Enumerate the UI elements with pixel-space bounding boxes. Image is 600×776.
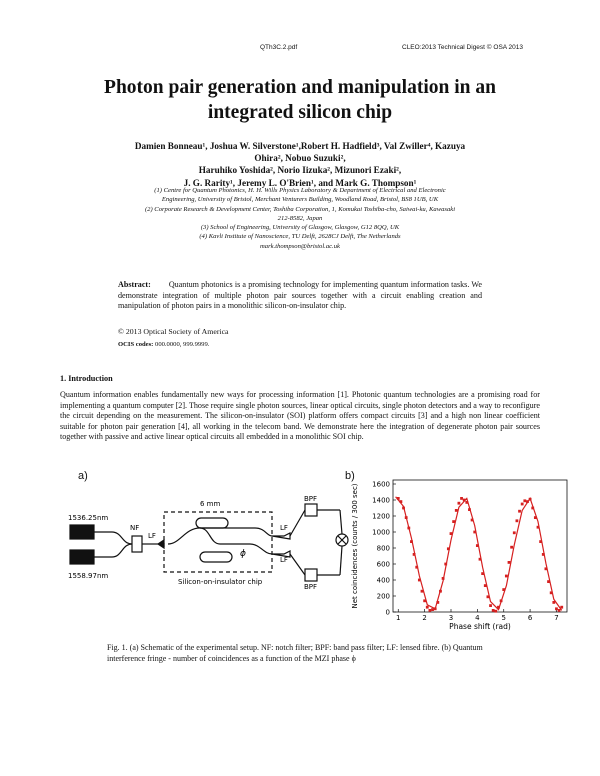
- y-tick-label: 1200: [372, 512, 390, 521]
- bpf-label: BPF: [304, 495, 318, 503]
- data-point: [508, 561, 511, 564]
- author-list: [75, 140, 525, 189]
- affiliations: [60, 186, 540, 251]
- data-point: [555, 607, 558, 610]
- ocis-value: 000.0000, 999.9999.: [155, 341, 210, 348]
- bpf-label: BPF: [304, 583, 318, 590]
- data-point: [510, 546, 513, 549]
- x-tick-label: 1: [396, 614, 401, 622]
- data-point: [523, 499, 526, 502]
- length-label: 6 mm: [200, 500, 221, 508]
- x-tick-label: 3: [448, 614, 454, 622]
- affiliation-line: (2) Corporate Research & Development Center, Toshiba Corporation, 1, Komukai Toshiba-cho, Saiwai-ku, Kawasaki: [144, 205, 456, 213]
- plot-frame: [393, 480, 567, 612]
- notch-filter: [132, 536, 142, 552]
- bandpass-filter: [305, 504, 317, 516]
- y-tick-label: 800: [376, 544, 390, 553]
- affiliation-line: (3) School of Engineering, University of Glasgow, Glasgow, G12 8QQ, UK: [200, 224, 400, 232]
- panel-a-label: a): [78, 470, 88, 482]
- y-tick-label: 0: [385, 608, 390, 617]
- data-point: [494, 610, 497, 613]
- data-point: [558, 609, 561, 612]
- laser1-label: 1536.25nm: [68, 514, 109, 522]
- data-point: [455, 509, 458, 512]
- data-point: [489, 604, 492, 607]
- data-point: [492, 609, 495, 612]
- nf-label: NF: [130, 524, 140, 532]
- author-line-4: J. G. Rarity¹, Jeremy L. O'Brien¹, and Mark G. Thompson¹: [183, 177, 417, 188]
- affiliation-line: (1) Centre for Quantum Photonics, H. H. Wills Physics Laboratory & Department of Electrical and Electronic: [154, 187, 446, 194]
- affiliation-line: 212-8582, Japan: [277, 214, 323, 222]
- author-line-3: Haruhiko Yoshida², Norio Iizuka², Mizunori Ezaki²,: [198, 165, 402, 176]
- copyright: © 2013 Optical Society of America: [118, 327, 229, 336]
- x-tick-label: 7: [554, 614, 559, 622]
- data-point: [518, 510, 521, 513]
- bandpass-filter: [305, 569, 317, 581]
- x-tick-label: 4: [475, 614, 480, 622]
- ocis-label: OCIS codes:: [118, 341, 154, 348]
- chip-label: Silicon-on-insulator chip: [178, 578, 263, 586]
- phase-label: ϕ: [240, 549, 246, 559]
- abstract-label: Abstract:: [118, 280, 151, 289]
- data-point: [505, 575, 508, 578]
- laser2-label: 1558.97nm: [68, 572, 109, 580]
- y-tick-label: 1000: [372, 528, 390, 537]
- intro-paragraph: Quantum information enables fundamentally new ways for processing information [1]. Photonic quantum technologies are a promising road for implementing a quantum computer [2]. Those require single photon sources, linear optical circuits, single photon detectors and a way to reconfigure the circuit depending on the measurement. The silicon-on-insulator (SOI) platform offers compact circuits [3] and a high non linear coefficient suitable for photon pair generation [4], all working in the telecom band. We demonstrate here the integration of degenerate photon pair sources together with passive and active linear optical circuits all embedded in a monolithic SOI chip.: [60, 390, 540, 442]
- figure-caption: Fig. 1. (a) Schematic of the experimental setup. NF: notch filter; BPF: band pass filter; LF: lensed fibre. (b) Quantum interference fringe - number of coincidences as a function of the MZI phase ϕ: [107, 643, 483, 663]
- data-point: [513, 531, 516, 534]
- header-right: CLEO:2013 Technical Digest © OSA 2013: [402, 44, 524, 51]
- chip-outline: [164, 512, 272, 572]
- y-tick-label: 1400: [372, 496, 390, 505]
- abstract: [118, 280, 482, 312]
- x-axis-label: Phase shift (rad): [449, 622, 511, 631]
- setup-schematic: [60, 490, 360, 590]
- data-point: [426, 606, 429, 609]
- contact-email: mark.thompson@bristol.ac.uk: [260, 242, 340, 250]
- y-tick-label: 600: [376, 560, 390, 569]
- data-point: [458, 502, 461, 505]
- data-point: [460, 497, 463, 500]
- y-tick-label: 400: [376, 576, 390, 585]
- header-left: QTh3C.2.pdf: [260, 44, 298, 51]
- coincidence-chart: [345, 470, 575, 635]
- lf-label: LF: [148, 532, 156, 540]
- lf-label: LF: [280, 556, 288, 564]
- x-tick-label: 2: [422, 614, 427, 622]
- ocis-codes: [118, 341, 209, 348]
- y-tick-label: 1600: [372, 480, 390, 489]
- data-point: [521, 503, 524, 506]
- laser-icon: [70, 550, 94, 564]
- data-point: [429, 609, 432, 612]
- author-line-2: Ohira², Nobuo Suzuki²,: [254, 153, 346, 164]
- lf-label: LF: [280, 524, 288, 532]
- section-heading: 1. Introduction: [60, 374, 113, 383]
- x-tick-label: 5: [501, 614, 506, 622]
- y-tick-label: 200: [376, 592, 390, 601]
- laser-icon: [70, 525, 94, 539]
- affiliation-line: (4) Kavli Institute of Nanoscience, TU Delft, 2628CJ Delft, The Netherlands: [199, 233, 401, 241]
- paper-title: Photon pair generation and manipulation in an integrated silicon chip: [104, 77, 496, 123]
- affiliation-line: Engineering, University of Bristol, Merchant Venturers Building, Woodland Road, Bristol, BS8 1UB, UK: [161, 196, 439, 204]
- data-point: [516, 519, 519, 522]
- author-line-1: Damien Bonneau¹, Joshua W. Silverstone¹,Robert H. Hadfield³, Val Zwiller⁴, Kazuya: [134, 141, 466, 151]
- abstract-text: Quantum photonics is a promising technology for implementing quantum information tasks. We demonstrate integration of multiple photon pair sources together with a circuit enabling creation and manipulation of photon pairs in a monolithic silicon-on-insulator chip.: [118, 280, 482, 311]
- y-axis-label: Net coincidences (counts / 300 sec): [351, 483, 359, 609]
- panel-b-label: b): [345, 470, 355, 482]
- fit-line: [396, 497, 562, 611]
- x-tick-label: 6: [527, 614, 533, 622]
